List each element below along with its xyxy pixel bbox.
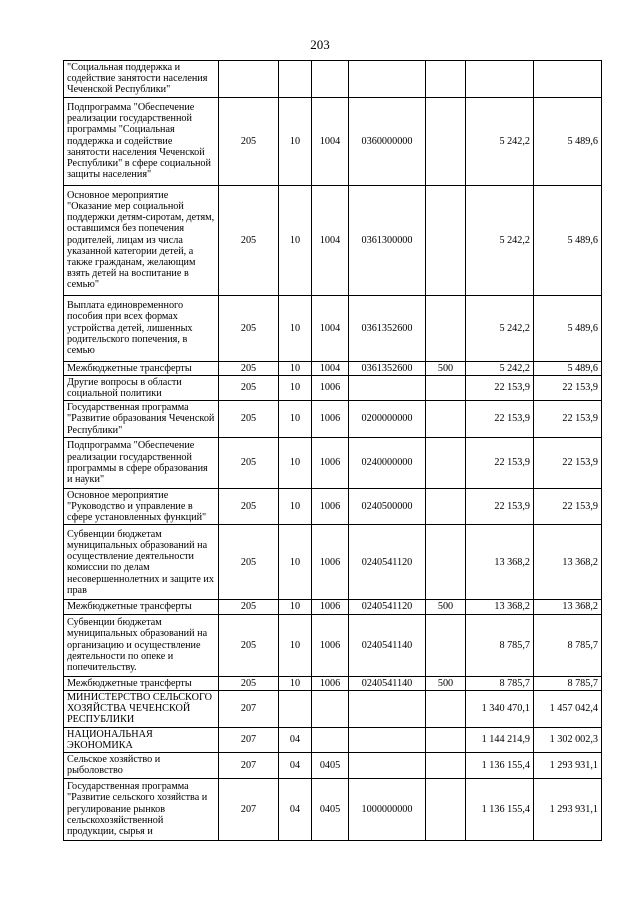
row-sum-2: 8 785,7 [534, 676, 602, 690]
row-subsection: 0405 [312, 753, 349, 778]
row-sum-1: 22 153,9 [466, 437, 534, 488]
row-name: Государственная программа "Развитие сельского хозяйства и регулирование рынков сельскохозяйственной продукции, сырья и [64, 778, 219, 840]
row-sum-2: 22 153,9 [534, 375, 602, 400]
row-subsection: 1004 [312, 185, 349, 295]
row-name: Основное мероприятие "Оказание мер социальной поддержки детям-сиротам, детям, оставшимся без попечения родителей, лицам из числа указанной категории детей, а также гражданам, желающим взять детей на воспитание в семью" [64, 185, 219, 295]
table-row [64, 727, 602, 752]
row-expense-type: 500 [426, 600, 466, 614]
row-target-article: 0361352600 [349, 295, 426, 361]
row-expense-type [426, 437, 466, 488]
row-name: НАЦИОНАЛЬНАЯ ЭКОНОМИКА [64, 727, 219, 752]
row-sum-2: 1 302 002,3 [534, 727, 602, 752]
row-sum-1: 1 340 470,1 [466, 690, 534, 727]
row-expense-type [426, 97, 466, 185]
row-expense-type: 500 [426, 361, 466, 375]
row-name: Государственная программа "Развитие образования Чеченской Республики" [64, 401, 219, 438]
row-expense-type [426, 727, 466, 752]
row-subsection: 1006 [312, 600, 349, 614]
row-glava: 205 [219, 614, 279, 676]
row-name: Субвенции бюджетам муниципальных образований на организацию и осуществление деятельности по опеке и попечительству. [64, 614, 219, 676]
row-section: 10 [279, 614, 312, 676]
row-glava: 207 [219, 753, 279, 778]
row-expense-type [426, 778, 466, 840]
row-name: Субвенции бюджетам муниципальных образований на осуществление деятельности комиссии по делам несовершеннолетних и защите их прав [64, 525, 219, 600]
row-target-article: 0361300000 [349, 185, 426, 295]
row-glava: 205 [219, 525, 279, 600]
row-glava: 205 [219, 295, 279, 361]
row-section: 10 [279, 600, 312, 614]
row-sum-2: 22 153,9 [534, 437, 602, 488]
page-number: 203 [310, 37, 330, 52]
row-subsection: 1004 [312, 97, 349, 185]
row-glava: 207 [219, 690, 279, 727]
table-row [64, 676, 602, 690]
table-row [64, 375, 602, 400]
row-section [279, 61, 312, 98]
row-sum-2: 5 489,6 [534, 97, 602, 185]
row-target-article: 0360000000 [349, 97, 426, 185]
row-name: Основное мероприятие "Руководство и управление в сфере установленных функций" [64, 488, 219, 525]
row-section: 10 [279, 401, 312, 438]
row-sum-2: 13 368,2 [534, 525, 602, 600]
row-expense-type [426, 753, 466, 778]
table-row [64, 690, 602, 727]
row-section: 10 [279, 375, 312, 400]
row-sum-1: 8 785,7 [466, 676, 534, 690]
row-expense-type [426, 401, 466, 438]
row-target-article: 0240541140 [349, 614, 426, 676]
row-target-article [349, 61, 426, 98]
table-row [64, 401, 602, 438]
row-name: Подпрограмма "Обеспечение реализации государственной программы в сфере образования и науки" [64, 437, 219, 488]
row-name: Межбюджетные трансферты [64, 361, 219, 375]
row-sum-1: 22 153,9 [466, 401, 534, 438]
row-sum-2: 1 457 042,4 [534, 690, 602, 727]
row-glava: 205 [219, 600, 279, 614]
row-section: 10 [279, 295, 312, 361]
row-sum-1: 5 242,2 [466, 185, 534, 295]
row-glava: 205 [219, 361, 279, 375]
row-target-article: 0361352600 [349, 361, 426, 375]
row-sum-2: 8 785,7 [534, 614, 602, 676]
row-sum-1: 13 368,2 [466, 525, 534, 600]
row-expense-type: 500 [426, 676, 466, 690]
row-sum-2: 22 153,9 [534, 488, 602, 525]
row-glava: 205 [219, 488, 279, 525]
row-section: 10 [279, 361, 312, 375]
row-sum-2: 1 293 931,1 [534, 753, 602, 778]
row-expense-type [426, 61, 466, 98]
row-target-article [349, 753, 426, 778]
row-subsection: 1006 [312, 614, 349, 676]
row-section: 10 [279, 676, 312, 690]
row-section: 04 [279, 778, 312, 840]
row-sum-2 [534, 61, 602, 98]
row-sum-1: 5 242,2 [466, 295, 534, 361]
row-name: Подпрограмма "Обеспечение реализации государственной программы "Социальная поддержка и содействие занятости населения Чеченской Республики" в сфере социальной защиты населения" [64, 97, 219, 185]
row-target-article: 0240500000 [349, 488, 426, 525]
row-name: Выплата единовременного пособия при всех формах устройства детей, лишенных родительского попечения, в семью [64, 295, 219, 361]
row-name: Сельское хозяйство и рыболовство [64, 753, 219, 778]
table-row [64, 488, 602, 525]
row-target-article: 0240541120 [349, 600, 426, 614]
row-name: Другие вопросы в области социальной политики [64, 375, 219, 400]
row-target-article: 0240541120 [349, 525, 426, 600]
row-target-article [349, 690, 426, 727]
row-expense-type [426, 488, 466, 525]
row-section: 10 [279, 185, 312, 295]
row-sum-1: 1 144 214,9 [466, 727, 534, 752]
row-glava [219, 61, 279, 98]
row-glava: 205 [219, 185, 279, 295]
row-sum-2: 5 489,6 [534, 361, 602, 375]
row-subsection [312, 61, 349, 98]
table-row [64, 437, 602, 488]
row-name: МИНИСТЕРСТВО СЕЛЬСКОГО ХОЗЯЙСТВА ЧЕЧЕНСКОЙ РЕСПУБЛИКИ [64, 690, 219, 727]
table-row [64, 753, 602, 778]
row-glava: 205 [219, 97, 279, 185]
row-glava: 207 [219, 727, 279, 752]
row-section: 10 [279, 525, 312, 600]
row-sum-1: 8 785,7 [466, 614, 534, 676]
row-expense-type [426, 690, 466, 727]
row-target-article: 0240541140 [349, 676, 426, 690]
table-row [64, 525, 602, 600]
row-expense-type [426, 525, 466, 600]
row-name: Межбюджетные трансферты [64, 676, 219, 690]
row-glava: 205 [219, 437, 279, 488]
row-target-article: 0200000000 [349, 401, 426, 438]
table-row [64, 295, 602, 361]
row-sum-2: 22 153,9 [534, 401, 602, 438]
row-subsection: 1004 [312, 295, 349, 361]
row-sum-2: 5 489,6 [534, 295, 602, 361]
row-sum-1: 22 153,9 [466, 375, 534, 400]
row-section: 04 [279, 753, 312, 778]
row-expense-type [426, 614, 466, 676]
row-target-article [349, 375, 426, 400]
row-target-article: 1000000000 [349, 778, 426, 840]
table-row [64, 97, 602, 185]
row-subsection: 0405 [312, 778, 349, 840]
row-sum-2: 1 293 931,1 [534, 778, 602, 840]
table-row [64, 361, 602, 375]
row-section: 10 [279, 488, 312, 525]
row-subsection: 1006 [312, 488, 349, 525]
row-subsection: 1006 [312, 401, 349, 438]
row-section [279, 690, 312, 727]
row-sum-1: 22 153,9 [466, 488, 534, 525]
table-row [64, 778, 602, 840]
table-row [64, 61, 602, 98]
row-expense-type [426, 295, 466, 361]
row-name: Межбюджетные трансферты [64, 600, 219, 614]
row-target-article: 0240000000 [349, 437, 426, 488]
row-expense-type [426, 375, 466, 400]
row-subsection: 1006 [312, 676, 349, 690]
row-sum-1: 13 368,2 [466, 600, 534, 614]
row-glava: 207 [219, 778, 279, 840]
row-sum-2: 13 368,2 [534, 600, 602, 614]
row-subsection: 1006 [312, 437, 349, 488]
row-subsection [312, 690, 349, 727]
row-subsection: 1006 [312, 525, 349, 600]
budget-table [63, 60, 602, 841]
row-sum-1: 1 136 155,4 [466, 753, 534, 778]
row-sum-1 [466, 61, 534, 98]
row-sum-2: 5 489,6 [534, 185, 602, 295]
row-glava: 205 [219, 401, 279, 438]
budget-table-body [64, 61, 602, 841]
row-expense-type [426, 185, 466, 295]
table-row [64, 185, 602, 295]
row-subsection: 1006 [312, 375, 349, 400]
table-row [64, 614, 602, 676]
row-section: 04 [279, 727, 312, 752]
row-sum-1: 5 242,2 [466, 361, 534, 375]
row-subsection: 1004 [312, 361, 349, 375]
row-section: 10 [279, 437, 312, 488]
row-sum-1: 5 242,2 [466, 97, 534, 185]
row-name: "Социальная поддержка и содействие занятости населения Чеченской Республики" [64, 61, 219, 98]
row-target-article [349, 727, 426, 752]
table-row [64, 600, 602, 614]
row-glava: 205 [219, 676, 279, 690]
row-section: 10 [279, 97, 312, 185]
row-glava: 205 [219, 375, 279, 400]
row-subsection [312, 727, 349, 752]
row-sum-1: 1 136 155,4 [466, 778, 534, 840]
